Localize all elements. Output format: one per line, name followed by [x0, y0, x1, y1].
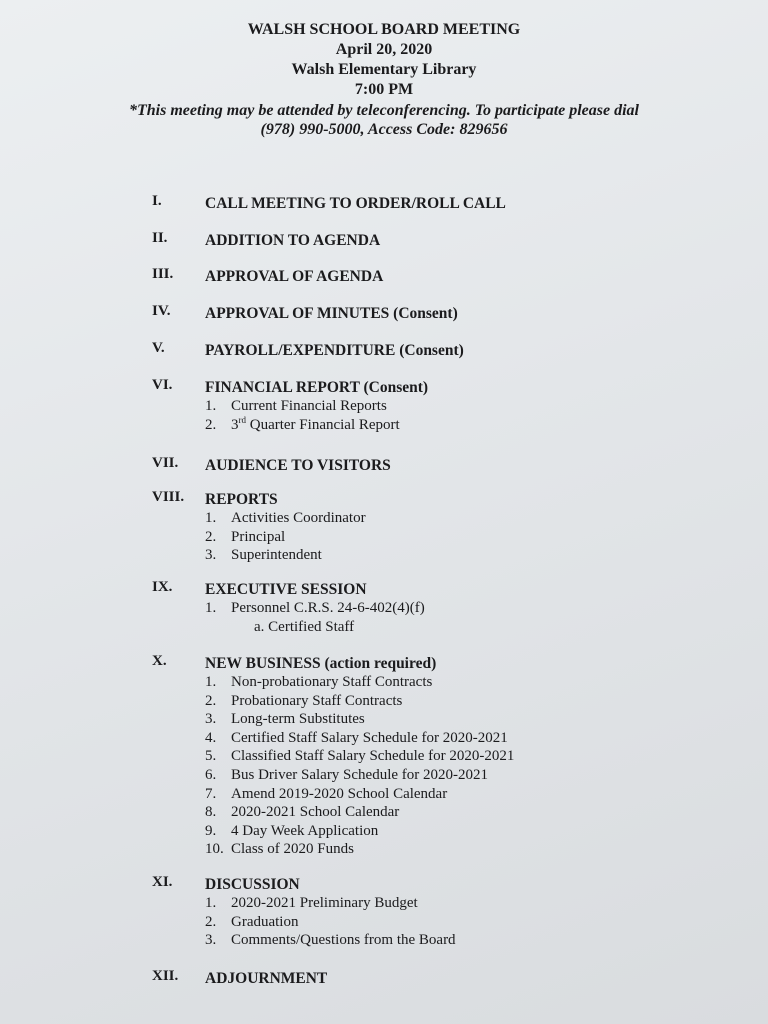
item-text: Class of 2020 Funds	[231, 841, 354, 858]
list-item	[205, 528, 712, 547]
item-text: Bus Driver Salary Schedule for 2020-2021	[231, 766, 489, 783]
section-numeral: III.	[152, 266, 174, 282]
item-number: 8.	[205, 804, 217, 821]
item-text: Principal	[231, 528, 286, 545]
list-item	[205, 546, 712, 565]
list-item	[205, 822, 712, 841]
list-item	[205, 931, 712, 950]
item-number: 3.	[205, 711, 217, 728]
list-item	[205, 747, 712, 766]
list-item	[205, 416, 712, 435]
list-item	[205, 673, 712, 692]
sub-list-item: a. Certified Staff	[254, 618, 355, 635]
item-number: 2.	[205, 692, 217, 709]
list-item	[205, 729, 712, 748]
meeting-location: Walsh Elementary Library	[291, 61, 477, 78]
document-header	[0, 20, 768, 139]
section-items	[205, 894, 712, 950]
item-number: 2.	[205, 913, 217, 930]
meeting-date: April 20, 2020	[335, 41, 433, 58]
section-title: FINANCIAL REPORT (Consent)	[205, 379, 429, 396]
list-item	[205, 913, 712, 932]
item-number: 4.	[205, 729, 217, 746]
agenda-section	[152, 193, 712, 215]
item-text: 2020-2021 Preliminary Budget	[231, 895, 418, 911]
item-number: 3.	[205, 547, 217, 564]
agenda-section	[152, 489, 712, 565]
item-number: 1.	[205, 398, 217, 414]
list-item	[205, 397, 712, 416]
agenda-section	[152, 455, 712, 477]
list-item	[205, 599, 712, 618]
item-number: 7.	[205, 785, 217, 802]
item-number: 6.	[205, 766, 217, 783]
item-number: 1.	[205, 510, 217, 526]
section-items	[205, 599, 712, 637]
section-title: APPROVAL OF AGENDA	[205, 268, 384, 285]
agenda-section	[152, 340, 712, 362]
item-text: Current Financial Reports	[231, 398, 387, 414]
section-numeral: X.	[152, 653, 167, 669]
item-text: Non-probationary Staff Contracts	[231, 674, 433, 690]
section-title: DISCUSSION	[205, 876, 300, 893]
item-number: 2.	[205, 416, 217, 433]
section-title: ADDITION TO AGENDA	[205, 232, 381, 249]
item-number: 1.	[205, 600, 217, 616]
teleconference-note: *This meeting may be attended by teleconferencing. To participate please dial	[129, 102, 639, 119]
item-text: Comments/Questions from the Board	[231, 932, 456, 949]
section-title: REPORTS	[205, 491, 278, 508]
item-number: 1.	[205, 674, 217, 690]
agenda-section	[152, 579, 712, 637]
section-numeral: VIII.	[152, 489, 185, 505]
item-text: 4 Day Week Application	[231, 822, 379, 839]
item-text: Graduation	[231, 913, 299, 930]
agenda-section	[152, 874, 712, 950]
section-numeral: XI.	[152, 874, 173, 890]
section-title: CALL MEETING TO ORDER/ROLL CALL	[205, 195, 506, 212]
item-text: Long-term Substitutes	[231, 711, 365, 728]
section-numeral: II.	[152, 230, 168, 246]
agenda-section	[152, 230, 712, 252]
list-item	[205, 803, 712, 822]
agenda-section	[152, 968, 712, 990]
section-numeral: VII.	[152, 455, 179, 471]
section-title: AUDIENCE TO VISITORS	[205, 457, 391, 474]
item-text: Probationary Staff Contracts	[231, 692, 403, 709]
list-item	[205, 894, 712, 913]
item-text: Activities Coordinator	[231, 510, 366, 526]
item-text: Certified Staff Salary Schedule for 2020-2021	[231, 729, 508, 746]
section-numeral: XII.	[152, 968, 179, 984]
item-text: Superintendent	[231, 547, 322, 564]
section-title: APPROVAL OF MINUTES (Consent)	[205, 305, 458, 322]
item-number: 1.	[205, 895, 217, 911]
item-number: 10.	[205, 841, 224, 858]
section-title: PAYROLL/EXPENDITURE (Consent)	[205, 342, 464, 359]
list-item	[205, 840, 712, 859]
agenda-section	[152, 266, 712, 288]
section-items	[205, 509, 712, 565]
agenda-section	[152, 303, 712, 325]
item-number: 2.	[205, 528, 217, 545]
section-numeral: V.	[152, 340, 165, 356]
section-title: NEW BUSINESS (action required)	[205, 655, 437, 672]
list-item	[205, 509, 712, 528]
section-numeral: IX.	[152, 579, 173, 595]
section-title: EXECUTIVE SESSION	[205, 581, 367, 598]
item-text: 3rd Quarter Financial Report	[231, 414, 400, 433]
item-text: Amend 2019-2020 School Calendar	[231, 785, 448, 802]
item-text: Classified Staff Salary Schedule for 2020-2021	[231, 748, 515, 765]
item-text: Personnel C.R.S. 24-6-402(4)(f)	[231, 600, 425, 616]
item-text: 2020-2021 School Calendar	[231, 804, 400, 821]
section-title: ADJOURNMENT	[205, 970, 328, 987]
agenda-section	[152, 653, 712, 859]
meeting-title: WALSH SCHOOL BOARD MEETING	[247, 21, 521, 38]
section-items	[205, 397, 712, 434]
item-number: 3.	[205, 932, 217, 949]
agenda-section	[152, 377, 712, 434]
item-number: 5.	[205, 748, 217, 765]
section-numeral: VI.	[152, 377, 173, 393]
section-numeral: I.	[152, 193, 162, 209]
meeting-time: 7:00 PM	[354, 81, 414, 98]
teleconference-dial-info: (978) 990-5000, Access Code: 829656	[260, 121, 508, 138]
list-item	[205, 766, 712, 785]
item-number: 9.	[205, 822, 217, 839]
list-item	[205, 710, 712, 729]
list-item	[205, 692, 712, 711]
list-item	[205, 785, 712, 804]
section-numeral: IV.	[152, 303, 171, 319]
section-items	[205, 673, 712, 859]
